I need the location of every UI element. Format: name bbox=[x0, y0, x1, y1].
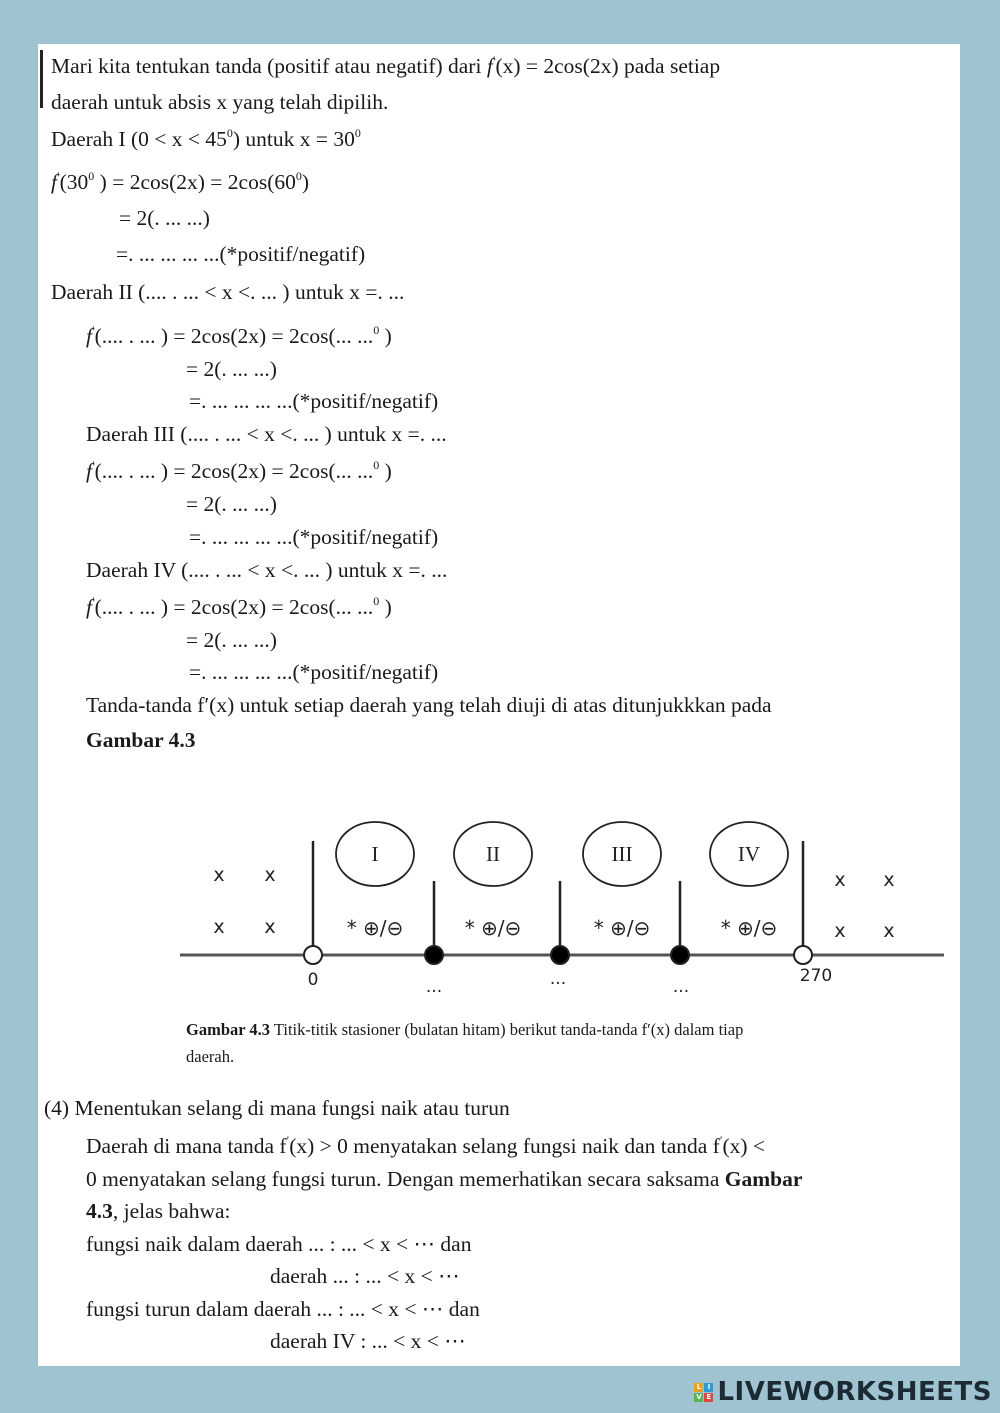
region-2-heading: Daerah II (.... . ... < x <. ... ) untuk x =. ... bbox=[51, 280, 405, 304]
decreasing-line-2: daerah IV : ... < x < ⋯ bbox=[270, 1329, 466, 1353]
region-4-heading: Daerah IV (.... . ... < x <. ... ) untuk x =. ... bbox=[86, 558, 448, 582]
axis-label-2: ... bbox=[425, 977, 443, 997]
region-label-4: IV bbox=[737, 842, 761, 866]
region-2-equation-3: =. ... ... ... ...(*positif/negatif) bbox=[189, 389, 439, 413]
liveworksheets-wordmark: LIVEWORKSHEETS bbox=[717, 1377, 992, 1407]
increasing-line-1: fungsi naik dalam daerah ... : ... < x < ⋯ dan bbox=[86, 1232, 472, 1256]
section-4-paragraph-line-2: 0 menyatakan selang fungsi turun. Dengan memerhatikan secara saksama Gambar bbox=[86, 1167, 803, 1191]
sign-placeholder-1: * ⊕/⊖ bbox=[346, 916, 404, 940]
excluded-mark-1: x bbox=[213, 864, 225, 886]
region-1-heading: Daerah I $(0 < x < 45^0)$ untuk $x = 30^0$ bbox=[51, 126, 361, 151]
region-3-equation-1: f′(.... . ... ) = 2cos(2x) = 2cos(... ...$^0$ ) bbox=[86, 458, 392, 483]
stationary-point-1 bbox=[425, 946, 443, 964]
liveworksheets-logo bbox=[694, 1377, 992, 1407]
excluded-mark-5: x bbox=[834, 869, 846, 891]
figure-caption-line-1: Gambar 4.3 Titik-titik stasioner (bulatan hitam) berikut tanda-tanda f′(x) dalam tiap bbox=[186, 1020, 744, 1039]
decreasing-line-1: fungsi turun dalam daerah ... : ... < x < ⋯ dan bbox=[86, 1297, 480, 1321]
signs-sentence: Tanda-tanda f′(x) untuk setiap daerah yang telah diuji di atas ditunjukkkan pada bbox=[86, 693, 772, 717]
section-4-paragraph-line-1: Daerah di mana tanda f′(x) > 0 menyatakan selang fungsi naik dan tanda f′(x) < bbox=[86, 1133, 766, 1158]
sign-placeholder-3: * ⊕/⊖ bbox=[593, 916, 651, 940]
axis-label-5: 270 bbox=[799, 966, 833, 986]
intro-line-1: Mari kita tentukan tanda (positif atau negatif) dari f′(x) = 2cos(2x) pada setiap bbox=[51, 53, 721, 78]
increasing-line-2: daerah ... : ... < x < ⋯ bbox=[270, 1264, 460, 1288]
excluded-mark-7: x bbox=[834, 920, 846, 942]
open-endpoint-1 bbox=[304, 946, 322, 964]
figure-reference: Gambar 4.3 bbox=[86, 728, 196, 752]
region-4-equation-1: f′(.... . ... ) = 2cos(2x) = 2cos(... ...$^0$ ) bbox=[86, 594, 392, 619]
liveworksheets-mark-icon: L I V E bbox=[694, 1383, 713, 1402]
open-endpoint-5 bbox=[794, 946, 812, 964]
sign-placeholder-4: * ⊕/⊖ bbox=[720, 916, 778, 940]
figure-caption-line-2: daerah. bbox=[186, 1047, 235, 1066]
region-2-equation-2: = 2(. ... ...) bbox=[186, 357, 277, 381]
excluded-mark-4: x bbox=[264, 916, 276, 938]
region-1-equation-1: $f'(30^0$ ) = $2\cos(2x) = 2\cos(60^0)$ bbox=[51, 169, 310, 194]
region-label-3: III bbox=[611, 842, 633, 866]
region-2-equation-1: f′(.... . ... ) = 2cos(2x) = 2cos(... ...$^0$ ) bbox=[86, 323, 392, 348]
axis-label-3: ... bbox=[549, 969, 567, 989]
stationary-point-2 bbox=[551, 946, 569, 964]
excluded-mark-6: x bbox=[883, 869, 895, 891]
intro-line-2: daerah untuk absis x yang telah dipilih. bbox=[51, 90, 389, 114]
region-1-equation-2: = 2(. ... ...) bbox=[119, 206, 210, 230]
region-3-equation-3: =. ... ... ... ...(*positif/negatif) bbox=[189, 525, 439, 549]
region-3-equation-2: = 2(. ... ...) bbox=[186, 492, 277, 516]
section-4-paragraph-line-3: 4.3, jelas bahwa: bbox=[86, 1199, 231, 1223]
region-3-heading: Daerah III (.... . ... < x <. ... ) untuk x =. ... bbox=[86, 422, 447, 446]
stationary-point-3 bbox=[671, 946, 689, 964]
region-1-equation-3: =. ... ... ... ...(*positif/negatif) bbox=[116, 242, 366, 266]
region-label-2: II bbox=[486, 842, 500, 866]
excluded-mark-2: x bbox=[264, 864, 276, 886]
axis-label-4: ... bbox=[672, 977, 690, 997]
excluded-mark-3: x bbox=[213, 916, 225, 938]
excluded-mark-8: x bbox=[883, 920, 895, 942]
region-4-equation-3: =. ... ... ... ...(*positif/negatif) bbox=[189, 660, 439, 684]
region-4-equation-2: = 2(. ... ...) bbox=[186, 628, 277, 652]
section-4-heading: (4) Menentukan selang di mana fungsi naik atau turun bbox=[44, 1096, 510, 1120]
sign-placeholder-2: * ⊕/⊖ bbox=[464, 916, 522, 940]
region-label-1: I bbox=[371, 842, 379, 866]
axis-label-1: 0 bbox=[307, 970, 319, 990]
